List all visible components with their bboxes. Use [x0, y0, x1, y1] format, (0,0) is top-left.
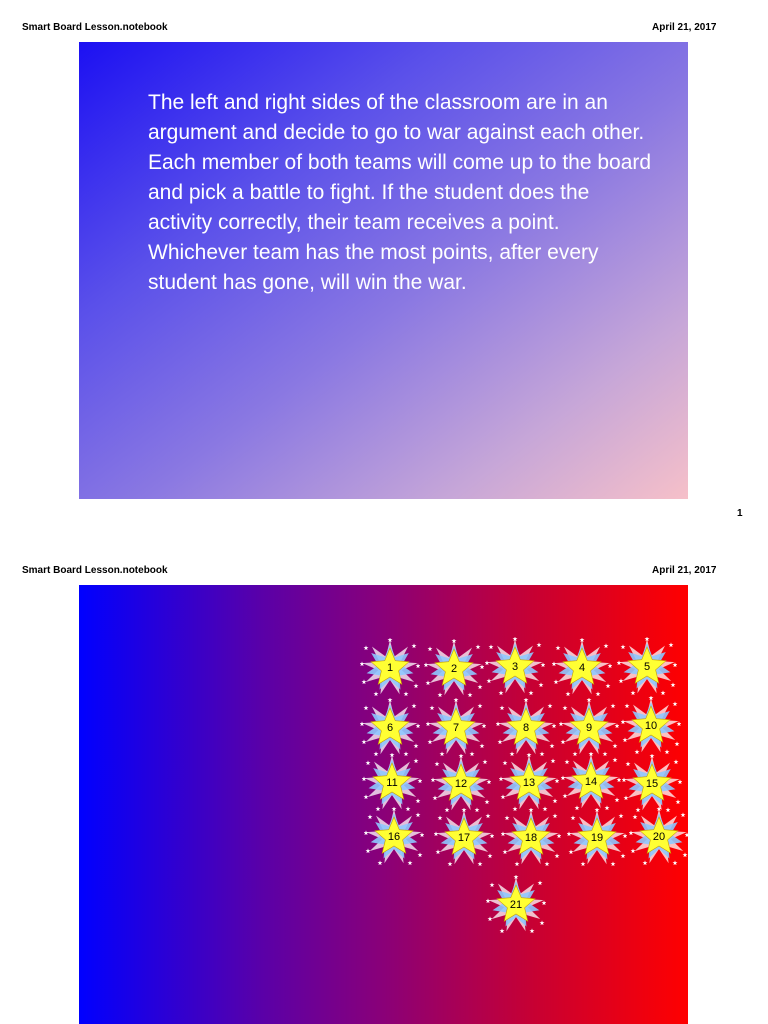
battle-star-number: 1	[386, 662, 394, 674]
battle-star-17[interactable]	[434, 808, 494, 868]
battle-star-number: 10	[644, 720, 658, 732]
battle-star-7[interactable]	[426, 698, 486, 758]
battle-star-12[interactable]	[431, 754, 491, 814]
battle-star-5[interactable]	[617, 637, 677, 697]
battle-star-number: 6	[386, 722, 394, 734]
battle-star-number: 3	[511, 661, 519, 673]
battle-star-15[interactable]	[622, 754, 682, 814]
battle-star-number: 20	[652, 831, 666, 843]
battle-star-9[interactable]	[559, 698, 619, 758]
battle-star-number: 16	[387, 831, 401, 843]
slide-instructions	[79, 42, 688, 499]
battle-star-4[interactable]	[552, 638, 612, 698]
battle-star-13[interactable]	[499, 753, 559, 813]
battle-star-number: 15	[645, 778, 659, 790]
battle-star-number: 9	[585, 722, 593, 734]
slide-battle-board	[79, 585, 688, 1024]
battle-star-number: 7	[452, 722, 460, 734]
page1-notebook-title: Smart Board Lesson.notebook	[22, 22, 168, 33]
battle-star-14[interactable]	[561, 752, 621, 812]
battle-star-20[interactable]	[629, 807, 688, 867]
battle-star-number: 11	[386, 777, 398, 789]
battle-star-21[interactable]	[486, 875, 546, 935]
page-number: 1	[737, 508, 743, 519]
battle-star-number: 14	[584, 776, 598, 788]
battle-star-16[interactable]	[364, 807, 424, 867]
page2-notebook-title: Smart Board Lesson.notebook	[22, 565, 168, 576]
battle-star-number: 2	[450, 663, 458, 675]
battle-star-11[interactable]	[362, 753, 422, 813]
battle-star-number: 19	[590, 832, 604, 844]
page2-date: April 21, 2017	[652, 565, 717, 576]
battle-star-number: 13	[522, 777, 536, 789]
page1-date: April 21, 2017	[652, 22, 717, 33]
battle-star-number: 21	[509, 899, 523, 911]
battle-star-2[interactable]	[424, 639, 484, 699]
battle-star-10[interactable]	[621, 696, 681, 756]
battle-star-number: 8	[522, 722, 530, 734]
battle-star-3[interactable]	[485, 637, 545, 697]
battle-star-18[interactable]	[501, 808, 561, 868]
battle-star-number: 4	[578, 662, 586, 674]
instructions-text: The left and right sides of the classroom are in an argument and decide to go to war against each other. Each member of both teams will come up to the board and pick a battle to fight. If the student does the activity correctly, their team receives a point. Whichever team has the most points, after every student has gone, will win the war.	[148, 91, 652, 294]
battle-star-1[interactable]	[360, 638, 420, 698]
battle-star-6[interactable]	[360, 698, 420, 758]
battle-star-number: 12	[454, 778, 468, 790]
battle-star-number: 5	[643, 661, 651, 673]
battle-star-8[interactable]	[496, 698, 556, 758]
battle-star-number: 18	[524, 832, 538, 844]
battle-star-19[interactable]	[567, 808, 627, 868]
battle-star-number: 17	[457, 832, 471, 844]
